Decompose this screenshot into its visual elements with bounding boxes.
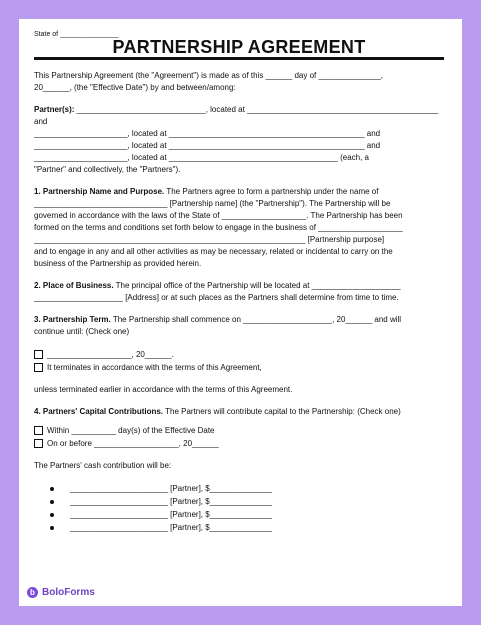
cash-item: ______________________ [Partner], $______________ [50, 521, 444, 534]
term-option-date: ___________________, 20______. [34, 348, 444, 361]
section-1-heading: 1. Partnership Name and Purpose. [34, 187, 165, 196]
boloforms-icon: b [27, 587, 38, 598]
section-3-line-2: continue until: (Check one) [34, 327, 130, 336]
bullet-icon [50, 526, 54, 530]
capital-before-checkbox[interactable] [34, 439, 43, 448]
section-1-line-1: 1. Partnership Name and Purpose. The Partners agree to form a partnership under the name of [34, 187, 379, 196]
section-1-line-4: formed on the terms and conditions set forth below to engage in the business of ___________________ [34, 223, 403, 232]
term-date-checkbox[interactable] [34, 350, 43, 359]
partners-line-1: Partner(s): _____________________________, located at ___________________________________________ and [34, 105, 439, 126]
bullet-icon [50, 500, 54, 504]
section-3-heading: 3. Partnership Term. [34, 315, 111, 324]
bullet-icon [50, 513, 54, 517]
partners-line-5: "Partner" and collectively, the "Partners"). [34, 165, 181, 174]
cash-item: ______________________ [Partner], $______________ [50, 495, 444, 508]
cash-item: ______________________ [Partner], $______________ [50, 508, 444, 521]
section-1-line-3: governed in accordance with the laws of the State of ___________________. The Partnership has been [34, 211, 403, 220]
section-4-line-1: 4. Partners' Capital Contributions. The Partners will contribute capital to the Partnership: (Check one) [34, 407, 401, 416]
partners-label: Partner(s): [34, 105, 75, 114]
section-2-line-1: 2. Place of Business. The principal office of the Partnership will be located at ____________________ [34, 281, 401, 290]
cash-item: ______________________ [Partner], $______________ [50, 482, 444, 495]
capital-option-before: On or before ___________________, 20______ [34, 437, 444, 450]
section-1-line-6: and to engage in any and all other activities as may be necessary, related or incidental to carry on the [34, 247, 393, 256]
capital-option-within: Within __________ day(s) of the Effective Date [34, 424, 444, 437]
intro-line-1: This Partnership Agreement (the "Agreement") is made as of this ______ day of ______________, [34, 71, 384, 80]
document-title: PARTNERSHIP AGREEMENT [112, 37, 366, 57]
document-page [19, 19, 462, 606]
section-1-line-7: business of the Partnership as provided herein. [34, 259, 202, 268]
brand-name: BoloForms [42, 587, 95, 598]
partners-line-3: _____________________, located at ____________________________________________ and [34, 141, 381, 150]
cash-intro: The Partners' cash contribution will be: [34, 461, 172, 470]
partners-line-2: _____________________, located at ____________________________________________ and [34, 129, 381, 138]
partners-line-4: _____________________, located at ______________________________________ (each, a [34, 153, 369, 162]
state-line: State of _______________ [34, 31, 119, 38]
bullet-icon [50, 487, 54, 491]
term-terms-checkbox[interactable] [34, 363, 43, 372]
capital-within-checkbox[interactable] [34, 426, 43, 435]
intro-line-2: 20______, (the "Effective Date") by and between/among: [34, 83, 236, 92]
section-1-line-5: _____________________________________________________________ [Partnership purpose] [34, 235, 385, 244]
section-2-heading: 2. Place of Business. [34, 281, 114, 290]
boloforms-logo [27, 587, 95, 598]
section-2-line-2: ____________________ [Address] or at such places as the Partners shall determine from time to time. [34, 293, 399, 302]
section-3-line-3: unless terminated earlier in accordance with the terms of this Agreement. [34, 385, 293, 394]
section-4-heading: 4. Partners' Capital Contributions. [34, 407, 164, 416]
section-1-line-2: ______________________________ [Partnership name] (the "Partnership"). The Partnership will be [34, 199, 391, 208]
section-3-line-1: 3. Partnership Term. The Partnership shall commence on ____________________, 20______ and will [34, 315, 402, 324]
document-body [34, 29, 444, 534]
term-option-terms: It terminates in accordance with the terms of this Agreement, [34, 361, 444, 374]
